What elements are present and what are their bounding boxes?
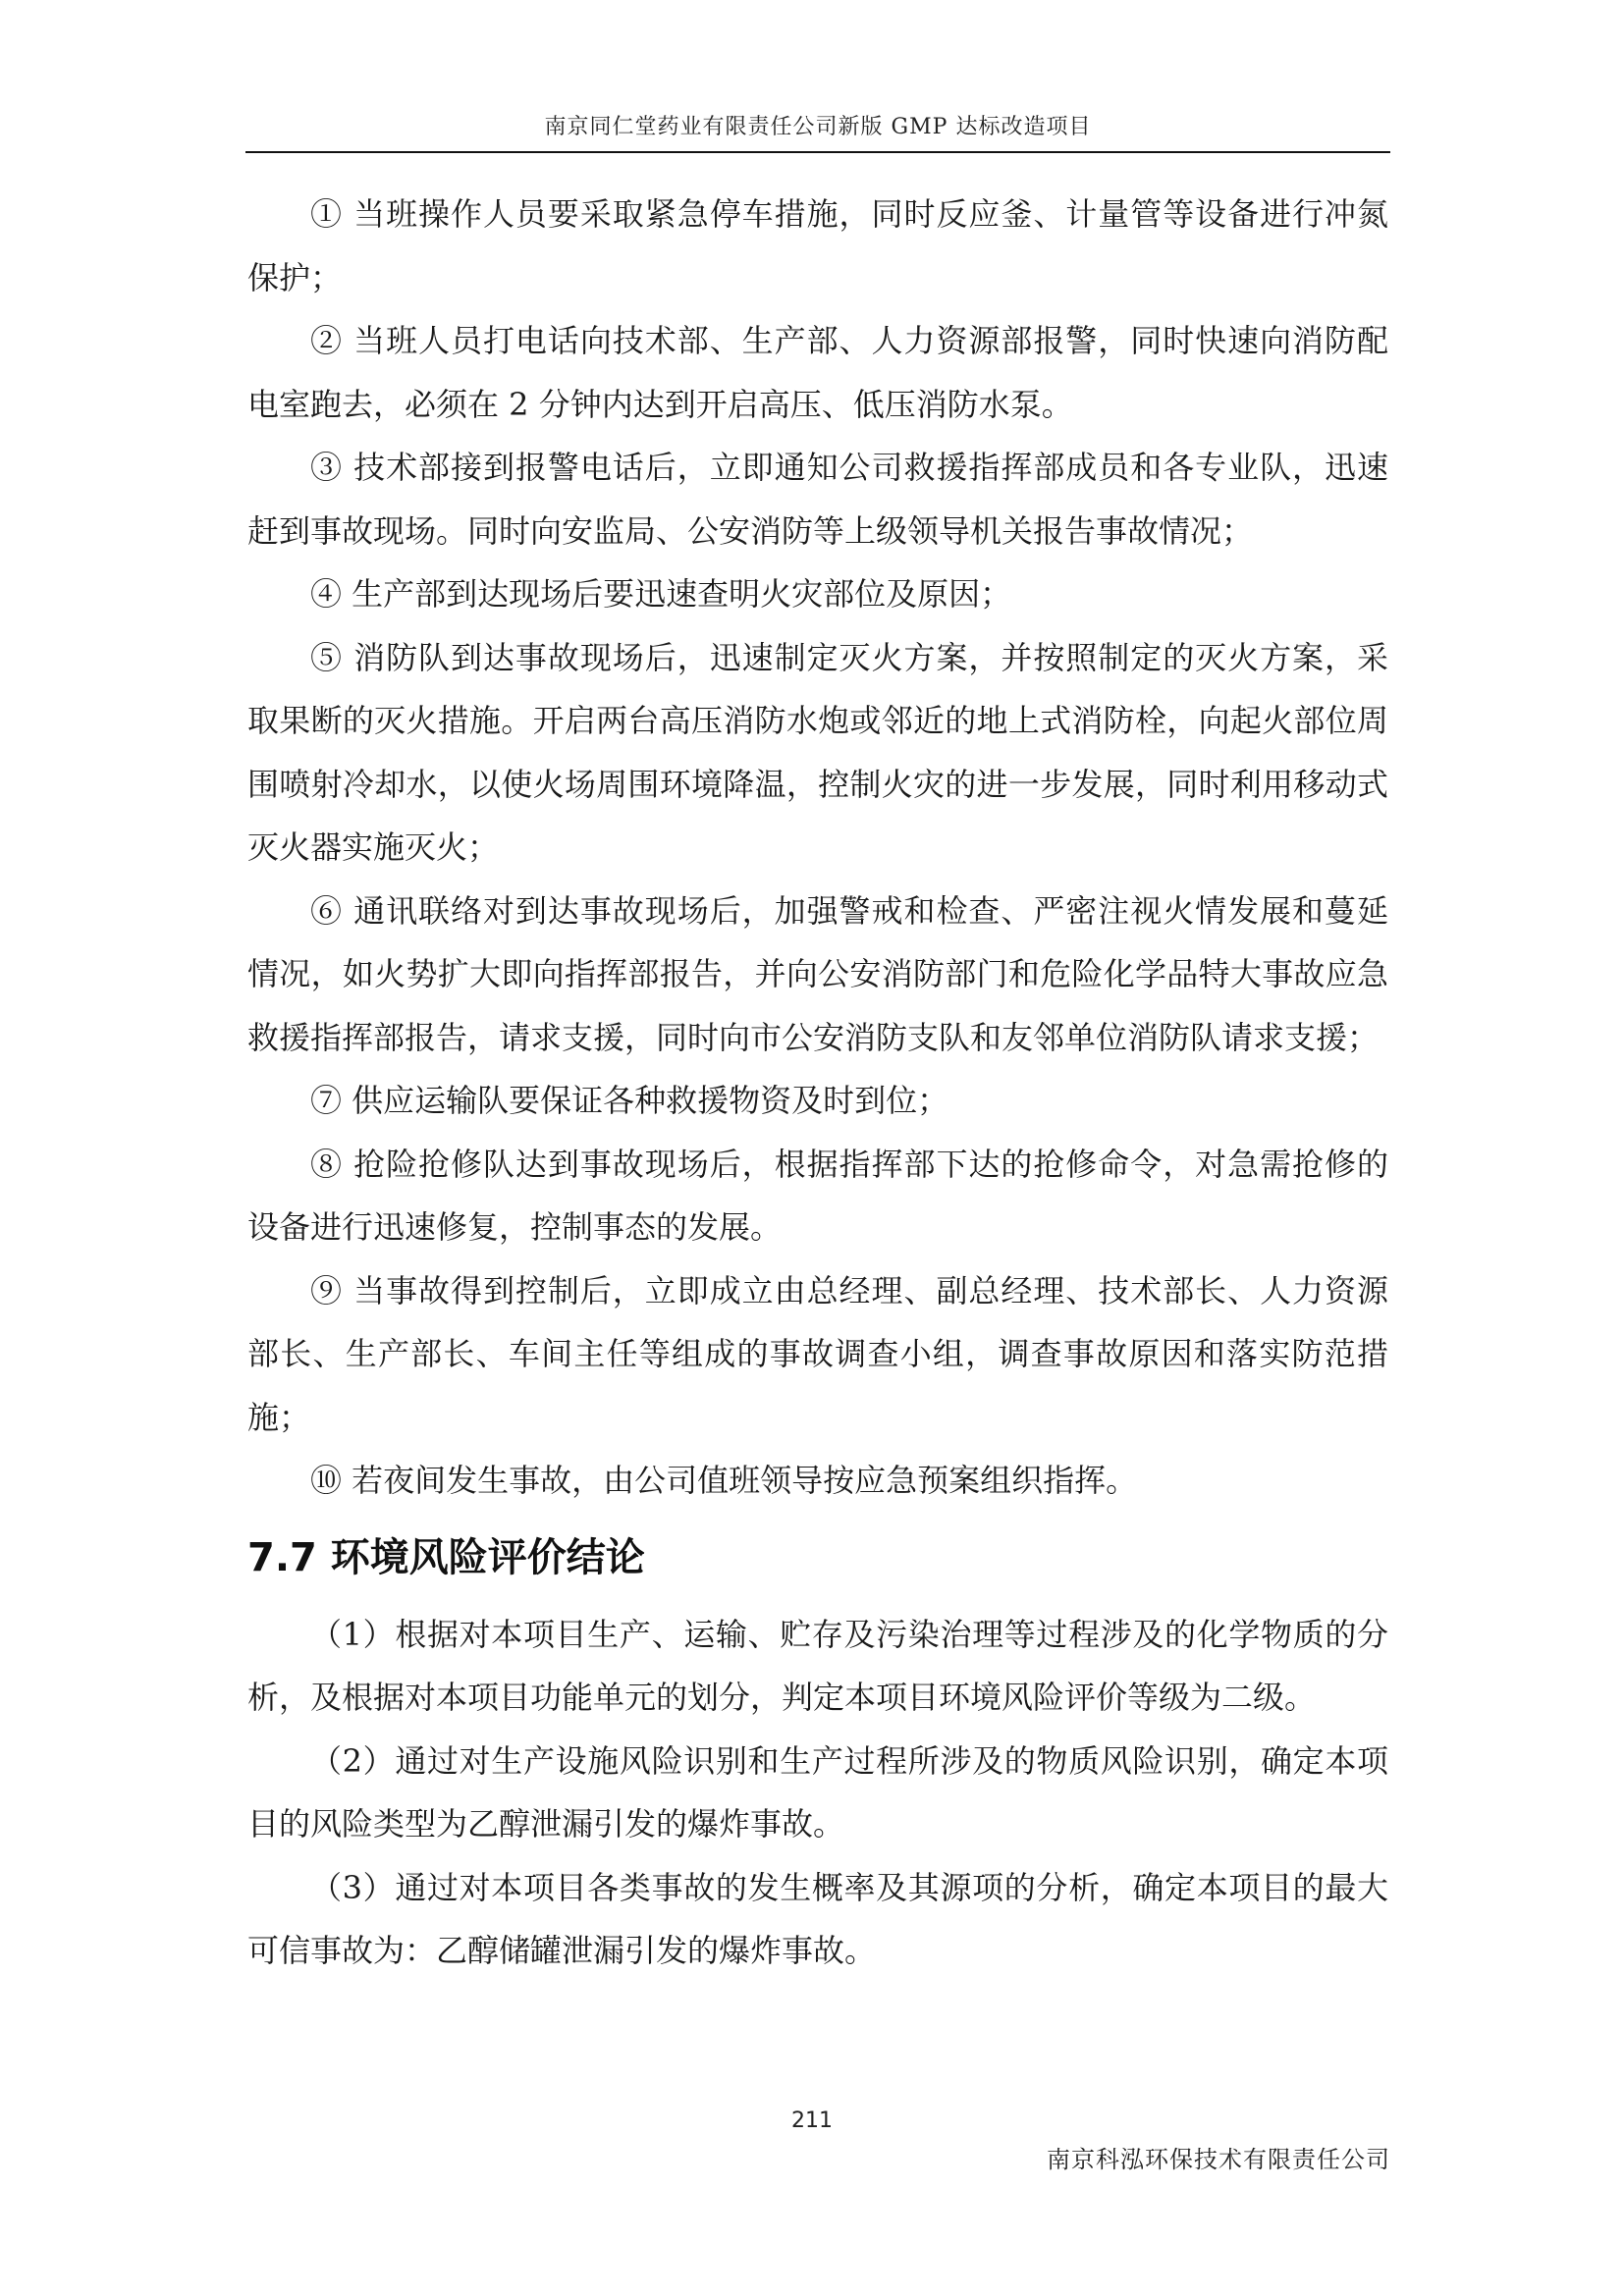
emergency-step-9: ⑨ 当事故得到控制后，立即成立由总经理、副总经理、技术部长、人力资源部长、生产部长、车间主任等组成的事故调查小组，调查事故原因和落实防范措施； <box>247 1271 1388 1436</box>
emergency-step-7: ⑦ 供应运输队要保证各种救援物资及时到位； <box>310 1082 949 1119</box>
conclusion-3: （3）通过对本项目各类事故的发生概率及其源项的分析，确定本项目的最大可信事故为：乙醇储罐泄漏引发的爆炸事故。 <box>247 1868 1388 1969</box>
page-number: 211 <box>791 2109 833 2133</box>
emergency-step-10: ⑩ 若夜间发生事故，由公司值班领导按应急预案组织指挥。 <box>310 1462 1138 1499</box>
section-heading: 7.7 环境风险评价结论 <box>247 1534 645 1580</box>
conclusion-1: （1）根据对本项目生产、运输、贮存及污染治理等过程涉及的化学物质的分析，及根据对本项目功能单元的划分，判定本项目环境风险评价等级为二级。 <box>247 1615 1388 1716</box>
document-body <box>247 183 1388 1983</box>
footer-company-name: 南京科泓环保技术有限责任公司 <box>1047 2146 1390 2173</box>
emergency-step-1: ① 当班操作人员要采取紧急停车措施，同时反应釜、计量管等设备进行冲氮保护； <box>247 195 1388 296</box>
header-divider <box>245 151 1390 153</box>
emergency-step-4: ④ 生产部到达现场后要迅速查明火灾部位及原因； <box>310 575 1012 613</box>
page-header-title: 南京同仁堂药业有限责任公司新版 GMP 达标改造项目 <box>544 115 1092 139</box>
emergency-step-2: ② 当班人员打电话向技术部、生产部、人力资源部报警，同时快速向消防配电室跑去，必须在 2 分钟内达到开启高压、低压消防水泵。 <box>247 322 1388 423</box>
emergency-step-6: ⑥ 通讯联络对到达事故现场后，加强警戒和检查、严密注视火情发展和蔓延情况，如火势扩大即向指挥部报告，并向公安消防部门和危险化学品特大事故应急救援指挥部报告，请求支援，同时向市公安消防支队和友邻单位消防队请求支援； <box>247 891 1388 1056</box>
emergency-step-5: ⑤ 消防队到达事故现场后，迅速制定灭火方案，并按照制定的灭火方案，采取果断的灭火措施。开启两台高压消防水炮或邻近的地上式消防栓，向起火部位周围喷射冷却水，以使火场周围环境降温，控制火灾的进一步发展，同时利用移动式灭火器实施灭火； <box>247 638 1388 866</box>
conclusion-2: （2）通过对生产设施风险识别和生产过程所涉及的物质风险识别，确定本项目的风险类型为乙醇泄漏引发的爆炸事故。 <box>247 1741 1388 1842</box>
emergency-step-8: ⑧ 抢险抢修队达到事故现场后，根据指挥部下达的抢修命令，对急需抢修的设备进行迅速修复，控制事态的发展。 <box>247 1145 1388 1246</box>
emergency-step-3: ③ 技术部接到报警电话后，立即通知公司救援指挥部成员和各专业队，迅速赶到事故现场。同时向安监局、公安消防等上级领导机关报告事故情况； <box>247 449 1388 550</box>
